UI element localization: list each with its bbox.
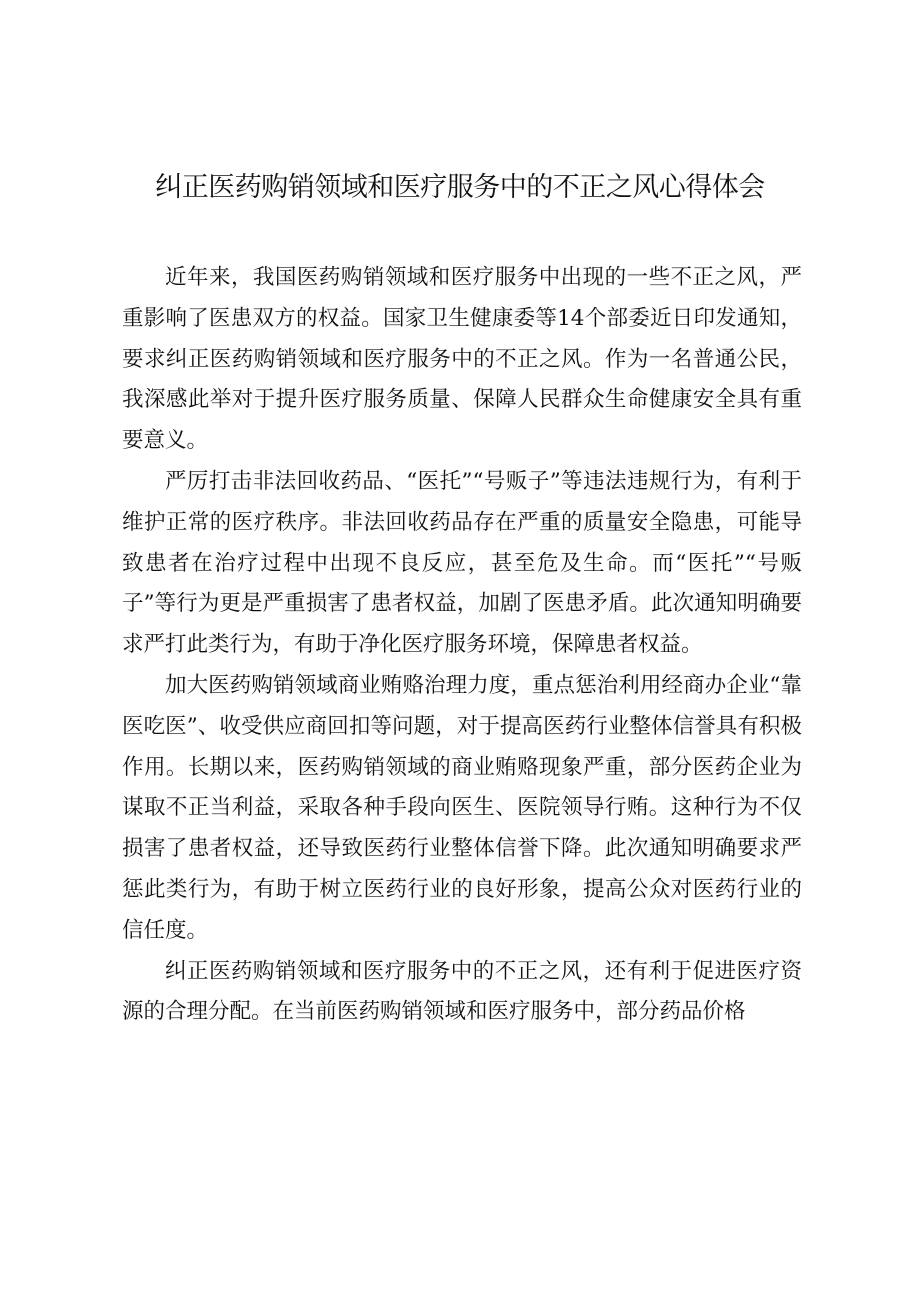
- document-title: 纠正医药购销领域和医疗服务中的不正之风心得体会: [155, 172, 765, 203]
- document-body: [122, 258, 802, 1033]
- paragraph-3: 加大医药购销领域商业贿赂治理力度，重点惩治利用经商办企业“靠医吃医”、收受供应商回扣等问题，对于提高医药行业整体信誉具有积极作用。长期以来，医药购销领域的商业贿赂现象严重，部分医药企业为谋取不正当利益，采取各种手段向医生、医院领导行贿。这种行为不仅损害了患者权益，还导致医药行业整体信誉下降。此次通知明确要求严惩此类行为，有助于树立医药行业的良好形象，提高公众对医药行业的信任度。: [122, 672, 802, 943]
- paragraph-4: 纠正医药购销领域和医疗服务中的不正之风，还有利于促进医疗资源的合理分配。在当前医药购销领域和医疗服务中，部分药品价格: [122, 958, 802, 1025]
- paragraph-2: 严厉打击非法回收药品、“医托”“号贩子”等违法违规行为，有利于维护正常的医疗秩序。非法回收药品存在严重的质量安全隐患，可能导致患者在治疗过程中出现不良反应，甚至危及生命。而“医托”“号贩子”等行为更是严重损害了患者权益，加剧了医患矛盾。此次通知明确要求严打此类行为，有助于净化医疗服务环境，保障患者权益。: [122, 468, 802, 658]
- paragraph-1: 近年来，我国医药购销领域和医疗服务中出现的一些不正之风，严重影响了医患双方的权益。国家卫生健康委等14个部委近日印发通知，要求纠正医药购销领域和医疗服务中的不正之风。作为一名普通公民，我深感此举对于提升医疗服务质量、保障人民群众生命健康安全具有重要意义。: [122, 265, 802, 454]
